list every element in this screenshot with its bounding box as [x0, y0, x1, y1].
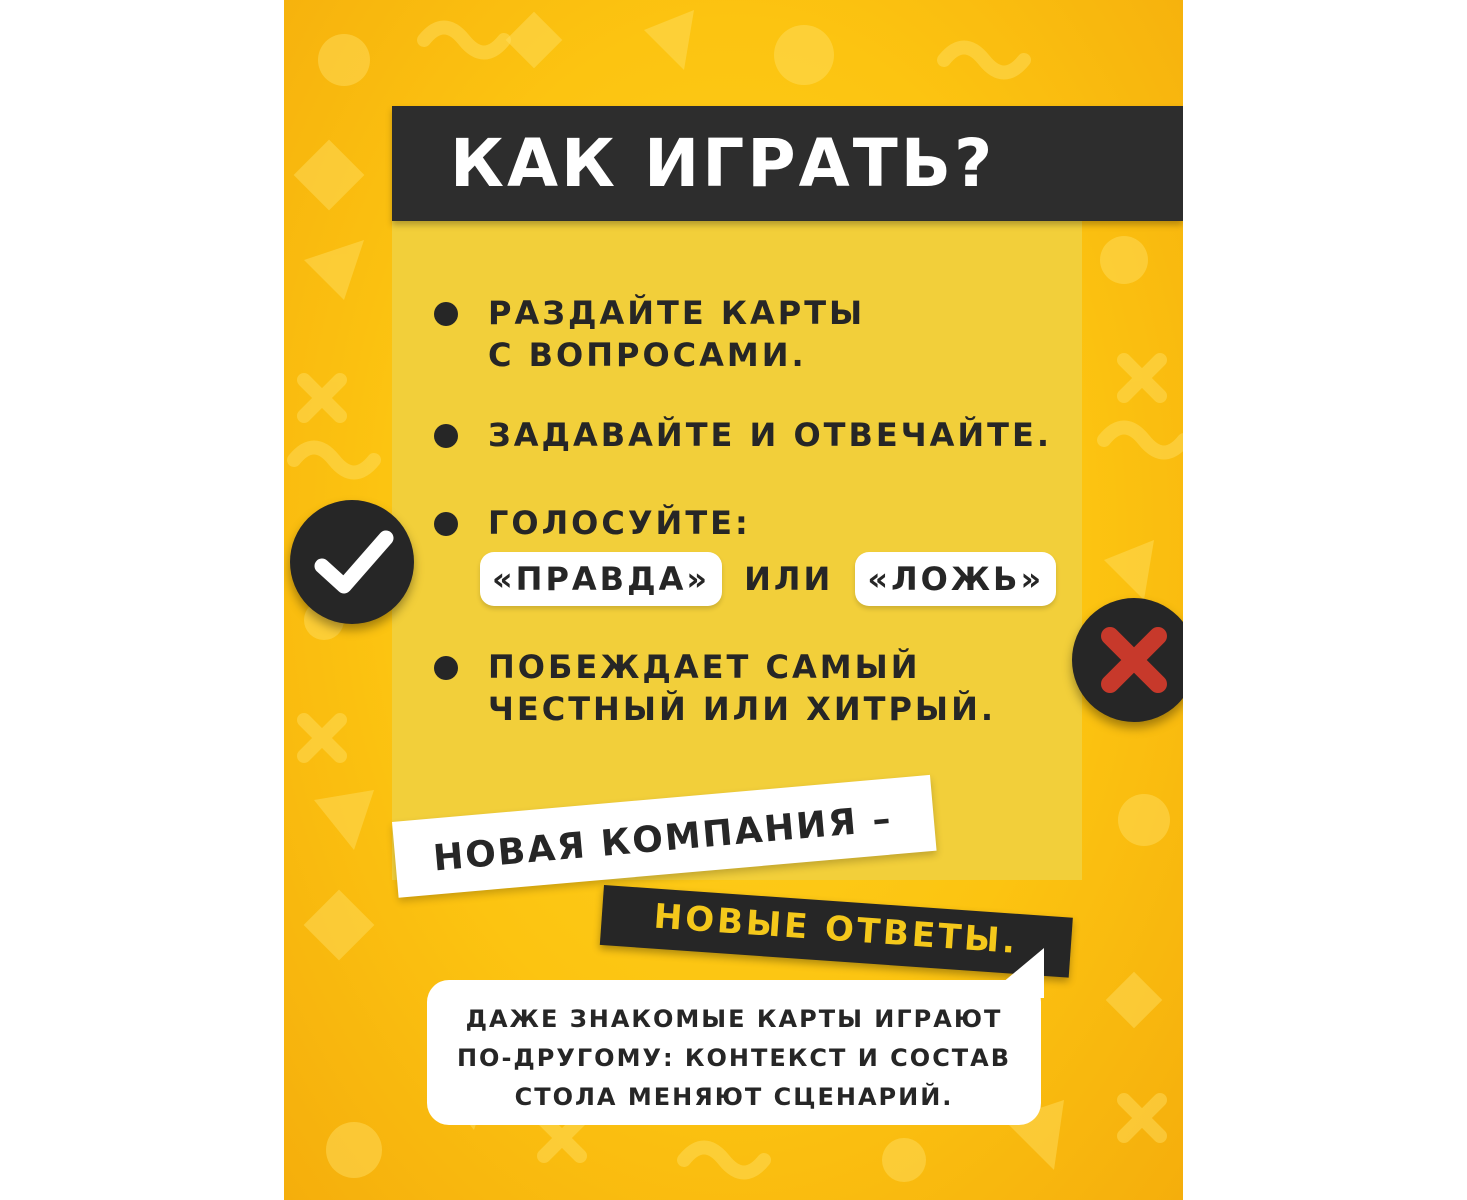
step-1-line-1: РАЗДАЙТЕ КАРТЫ — [488, 294, 866, 332]
step-2-line-1: ЗАДАВАЙТЕ И ОТВЕЧАЙТЕ. — [488, 416, 1052, 454]
poster — [284, 0, 1183, 1200]
page-title: КАК ИГРАТЬ? — [450, 125, 996, 202]
note-line-1: ДАЖЕ ЗНАКОМЫЕ КАРТЫ ИГРАЮТ — [465, 1005, 1003, 1033]
step-4-line-2: ЧЕСТНЫЙ ИЛИ ХИТРЫЙ. — [488, 690, 996, 728]
connector-word: ИЛИ — [744, 560, 834, 598]
check-badge — [290, 500, 414, 624]
bullet-icon — [434, 656, 458, 680]
bullet-icon — [434, 512, 458, 536]
option-false-pill: «ЛОЖЬ» — [855, 552, 1056, 606]
title-bar — [392, 106, 1183, 221]
note-line-2: ПО-ДРУГОМУ: КОНТЕКСТ И СОСТАВ — [456, 1044, 1012, 1072]
slogan-line-2: НОВЫЕ ОТВЕТЫ. — [652, 896, 1020, 962]
note-line-3: СТОЛА МЕНЯЮТ СЦЕНАРИЙ. — [514, 1083, 954, 1111]
slogan-line-1: НОВАЯ КОМПАНИЯ – — [431, 798, 895, 880]
cross-icon — [1072, 598, 1183, 722]
note-text — [427, 1000, 1041, 1117]
bullet-icon — [434, 424, 458, 448]
check-icon — [290, 500, 414, 624]
bullet-icon — [434, 302, 458, 326]
option-true-pill: «ПРАВДА» — [480, 552, 722, 606]
speech-bubble — [427, 980, 1041, 1125]
cross-badge — [1072, 598, 1183, 722]
step-3-line-1: ГОЛОСУЙТЕ: — [488, 504, 751, 542]
step-1-line-2: С ВОПРОСАМИ. — [488, 336, 807, 374]
step-4-line-1: ПОБЕЖДАЕТ САМЫЙ — [488, 648, 921, 686]
